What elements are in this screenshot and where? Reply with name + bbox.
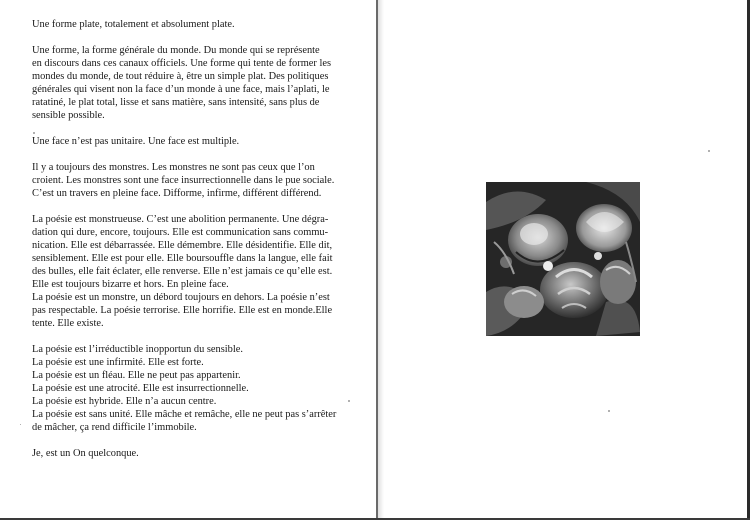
scan-speck [608,410,610,412]
paragraph-3: Une face n’est pas unitaire. Une face est multiple. [32,136,240,147]
paragraph-7: Je, est un On quelconque. [32,448,139,459]
right-page [378,0,750,520]
scan-speck [20,424,21,425]
poem-text [32,18,350,473]
scan-speck [708,150,710,152]
scan-speck [348,400,350,402]
paragraph-4: Il y a toujours des monstres. Les monstres ne sont pas ceux que l’on croient. Les monstres sont une face insurrectionnelle dans le pue sociale. C’est un travers en pleine face. Difforme, infirme, différent différend. [32,162,335,199]
paragraph-6: La poésie est l’irréductible inopportun du sensible. La poésie est une infirmité. Elle est forte. La poésie est un fléau. Elle ne peut pas appartenir. La poésie est une atrocité. Elle est insurrectionnelle. La poésie est hybride. Elle n’a aucun centre. La poésie est sans unité. Elle mâche et remâche, elle ne peut pas s’arrêter de mâcher, ça rend difficile l’immobile. [32,344,337,433]
paragraph-2: Une forme, la forme générale du monde. Du monde qui se représente en discours dans ces canaux officiels. Une forme qui tente de former les mondes du monde, de tout réduire à, être un simple plat. Des politiques générales qui visent non la face d’un monde à une face, mais l’aplati, le ratatiné, le plat total, lisse et sans matière, sans intensité, sans plus de sensible possible. [32,45,332,121]
scan-speck [33,132,35,134]
flower-photo-graphic [486,182,640,336]
paragraph-5: La poésie est monstrueuse. C’est une abolition permanente. Une dégra- dation qui dure, encore, toujours. Elle est communication sans commu- nication. Elle est débarrassée. Elle démembre. Elle désidentifie. Elle dit, sensiblement. Elle est pour elle. Elle boursouffle dans la langue, elle fait des bulles, elle fait éclater, elle renverse. Elle n’est jamais ce qu’elle est. Elle est toujours bizarre et hors. En pleine face. La poésie est un monstre, un débord toujours en dehors. La poésie n’est pas respectable. La poésie terrorise. Elle horrifie. Elle est en monde.Elle tente. Elle existe. [32,214,333,329]
flower-photo [486,182,640,336]
paragraph-1: Une forme plate, totalement et absolument plate. [32,19,235,30]
